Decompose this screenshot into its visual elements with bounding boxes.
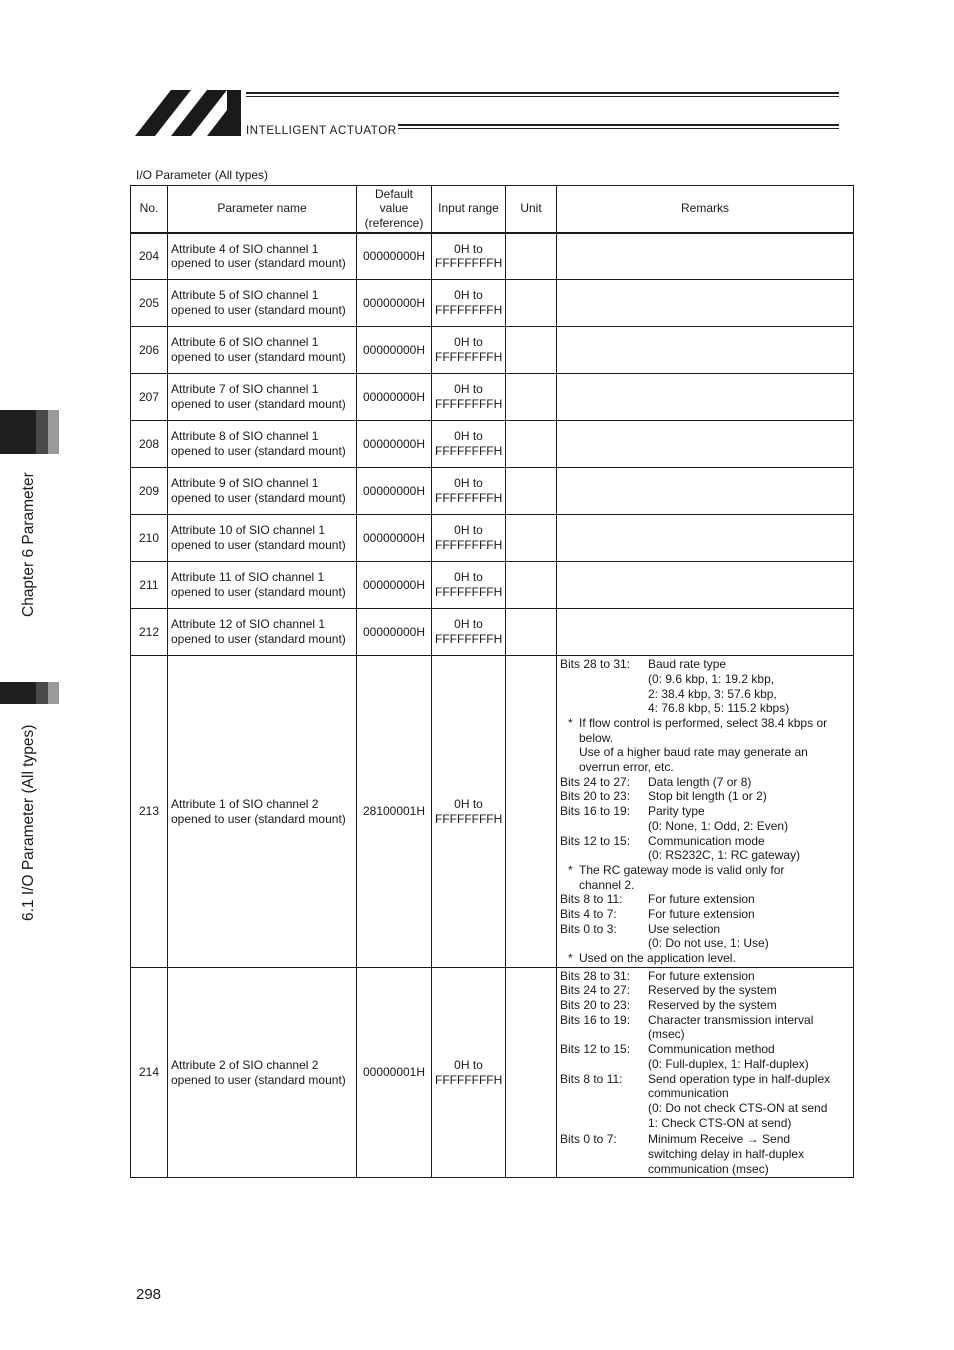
- table-row: [131, 609, 854, 656]
- table-row: [131, 468, 854, 515]
- io-parameter-table: [130, 185, 854, 1178]
- header-rule-top-2: [246, 96, 839, 97]
- cell-input-range: 0H to FFFFFFFFH: [432, 280, 506, 327]
- remark-line: [560, 998, 850, 1013]
- remark-note-text: Used on the application level.: [579, 951, 736, 966]
- cell-no: 207: [131, 374, 168, 421]
- cell-unit: [506, 327, 557, 374]
- cell-input-range: 0H to FFFFFFFFH: [432, 421, 506, 468]
- cell-remarks: [557, 280, 854, 327]
- remark-bits-text: Character transmission interval: [648, 1012, 814, 1027]
- remark-bits-label: Bits 20 to 23:: [560, 997, 631, 1012]
- remark-line: [560, 1101, 850, 1116]
- remark-bits-label: Bits 24 to 27:: [560, 774, 631, 789]
- cell-unit: [506, 421, 557, 468]
- cell-remarks: [557, 656, 854, 968]
- remark-continuation: 2: 38.4 kbp, 3: 57.6 kbp,: [648, 686, 777, 701]
- cell-no: 210: [131, 515, 168, 562]
- remark-line: [560, 1132, 850, 1147]
- cell-unit: [506, 968, 557, 1178]
- remark-bits-text: For future extension: [648, 892, 755, 907]
- chapter-tab-grey-1: [36, 410, 48, 454]
- header-rule-bottom-2: [398, 128, 839, 129]
- cell-default-value: 00000000H: [357, 327, 432, 374]
- col-header-parameter-name: Parameter name: [168, 186, 357, 233]
- remark-line: [560, 672, 850, 687]
- remark-bits-text: Stop bit length (1 or 2): [648, 789, 767, 804]
- remark-line: [560, 983, 850, 998]
- cell-default-value: 00000000H: [357, 233, 432, 280]
- remark-line: [560, 701, 850, 716]
- cell-input-range: 0H to FFFFFFFFH: [432, 609, 506, 656]
- remark-bits-label: Bits 16 to 19:: [560, 1012, 631, 1027]
- cell-remarks: [557, 968, 854, 1178]
- cell-input-range: 0H to FFFFFFFFH: [432, 374, 506, 421]
- cell-no: 205: [131, 280, 168, 327]
- remark-line: [560, 775, 850, 790]
- remark-bits-text: Reserved by the system: [648, 983, 777, 998]
- asterisk-icon: *: [568, 715, 573, 730]
- cell-default-value: 00000000H: [357, 374, 432, 421]
- cell-unit: [506, 656, 557, 968]
- cell-parameter-name: Attribute 7 of SIO channel 1 opened to user (standard mount): [168, 374, 357, 421]
- table-row: [131, 233, 854, 280]
- iai-logo-icon: [135, 90, 247, 136]
- col-header-remarks: Remarks: [557, 186, 854, 233]
- table-row: [131, 280, 854, 327]
- remark-line: [560, 1147, 850, 1162]
- cell-parameter-name: Attribute 4 of SIO channel 1 opened to user (standard mount): [168, 233, 357, 280]
- cell-unit: [506, 233, 557, 280]
- remark-bits-label: Bits 24 to 27:: [560, 983, 631, 998]
- remark-line: [560, 1027, 850, 1042]
- col-header-input-range: Input range: [432, 186, 506, 233]
- remark-line: [560, 969, 850, 984]
- chapter-tab-grey-2: [48, 410, 59, 454]
- remark-note: [560, 951, 850, 966]
- remark-line: [560, 1042, 850, 1057]
- cell-default-value: 00000000H: [357, 421, 432, 468]
- cell-input-range: 0H to FFFFFFFFH: [432, 562, 506, 609]
- remark-bits-text: Parity type: [648, 804, 705, 819]
- remark-continuation: switching delay in half-duplex: [648, 1147, 805, 1162]
- cell-input-range: 0H to FFFFFFFFH: [432, 515, 506, 562]
- remark-bits-label: Bits 16 to 19:: [560, 804, 631, 819]
- remark-continuation: (0: None, 1: Odd, 2: Even): [648, 818, 789, 833]
- col-header-no: No.: [131, 186, 168, 233]
- cell-parameter-name: Attribute 11 of SIO channel 1 opened to user (standard mount): [168, 562, 357, 609]
- cell-default-value: 00000001H: [357, 968, 432, 1178]
- cell-remarks: [557, 374, 854, 421]
- section-tab-marker: [0, 682, 36, 704]
- table-row: [131, 656, 854, 968]
- cell-parameter-name: Attribute 9 of SIO channel 1 opened to user (standard mount): [168, 468, 357, 515]
- cell-default-value: 00000000H: [357, 562, 432, 609]
- chapter-side-label: Chapter 6 Parameter: [20, 472, 37, 617]
- remark-bits-text: Data length (7 or 8): [648, 774, 752, 789]
- remark-note-continuation: Use of a higher baud rate may generate an: [579, 745, 808, 760]
- cell-remarks: [557, 233, 854, 280]
- header-rule-top-1: [246, 92, 839, 94]
- cell-parameter-name: Attribute 6 of SIO channel 1 opened to user (standard mount): [168, 327, 357, 374]
- asterisk-icon: *: [568, 951, 573, 966]
- remark-continuation: (0: Do not check CTS-ON at send: [648, 1100, 828, 1115]
- remark-note: [560, 863, 850, 878]
- section-tab-grey-2: [48, 682, 59, 704]
- remark-bits-label: Bits 8 to 11:: [560, 1071, 623, 1086]
- cell-default-value: 00000000H: [357, 468, 432, 515]
- remark-line: [560, 848, 850, 863]
- cell-parameter-name: Attribute 8 of SIO channel 1 opened to user (standard mount): [168, 421, 357, 468]
- cell-no: 204: [131, 233, 168, 280]
- chapter-tab-marker: [0, 410, 36, 454]
- cell-remarks: [557, 468, 854, 515]
- table-caption: I/O Parameter (All types): [136, 168, 269, 182]
- remark-line: [560, 892, 850, 907]
- remark-line: [560, 687, 850, 702]
- cell-parameter-name: Attribute 10 of SIO channel 1 opened to user (standard mount): [168, 515, 357, 562]
- table-row: [131, 327, 854, 374]
- section-tab-grey-1: [36, 682, 48, 704]
- brand-name: INTELLIGENT ACTUATOR: [246, 125, 397, 137]
- remark-line: [560, 1072, 850, 1087]
- remark-bits-text: For future extension: [648, 968, 755, 983]
- remark-note: [560, 716, 850, 731]
- cell-unit: [506, 515, 557, 562]
- cell-unit: [506, 374, 557, 421]
- remark-bits-label: Bits 8 to 11:: [560, 892, 623, 907]
- cell-remarks: [557, 421, 854, 468]
- remark-line: [560, 819, 850, 834]
- remark-bits-label: Bits 20 to 23:: [560, 789, 631, 804]
- remark-bits-text: Use selection: [648, 921, 721, 936]
- remark-note-continuation: overrun error, etc.: [579, 760, 674, 775]
- cell-no: 214: [131, 968, 168, 1178]
- remark-continuation: (0: Full-duplex, 1: Half-duplex): [648, 1056, 809, 1071]
- remark-bits-text: Communication mode: [648, 833, 765, 848]
- cell-no: 209: [131, 468, 168, 515]
- cell-input-range: 0H to FFFFFFFFH: [432, 968, 506, 1178]
- cell-unit: [506, 468, 557, 515]
- col-header-default-value: Default value (reference): [357, 186, 432, 233]
- section-side-label: 6.1 I/O Parameter (All types): [20, 724, 37, 921]
- asterisk-icon: *: [568, 862, 573, 877]
- remark-continuation: (0: 9.6 kbp, 1: 19.2 kbp,: [648, 671, 775, 686]
- remark-bits-label: Bits 0 to 3:: [560, 921, 617, 936]
- cell-default-value: 00000000H: [357, 609, 432, 656]
- cell-unit: [506, 562, 557, 609]
- cell-parameter-name: Attribute 12 of SIO channel 1 opened to user (standard mount): [168, 609, 357, 656]
- remark-continuation: communication (msec): [648, 1161, 769, 1176]
- remark-line: [560, 657, 850, 672]
- remark-continuation: (0: RS232C, 1: RC gateway): [648, 848, 801, 863]
- cell-default-value: 00000000H: [357, 515, 432, 562]
- remark-line: [560, 1162, 850, 1177]
- cell-input-range: 0H to FFFFFFFFH: [432, 656, 506, 968]
- cell-unit: [506, 280, 557, 327]
- remark-bits-text: Reserved by the system: [648, 997, 777, 1012]
- cell-default-value: 00000000H: [357, 280, 432, 327]
- cell-parameter-name: Attribute 5 of SIO channel 1 opened to user (standard mount): [168, 280, 357, 327]
- cell-parameter-name: Attribute 2 of SIO channel 2 opened to user (standard mount): [168, 968, 357, 1178]
- header-rule-bottom-1: [398, 124, 839, 126]
- cell-unit: [506, 609, 557, 656]
- remark-line: [560, 1116, 850, 1131]
- remark-continuation: 4: 76.8 kbp, 5: 115.2 kbps): [648, 701, 790, 716]
- cell-input-range: 0H to FFFFFFFFH: [432, 468, 506, 515]
- table-row: [131, 421, 854, 468]
- cell-remarks: [557, 515, 854, 562]
- cell-no: 213: [131, 656, 168, 968]
- remark-bits-text: For future extension: [648, 907, 755, 922]
- remark-line: [560, 1057, 850, 1072]
- remark-note-continuation: below.: [579, 730, 614, 745]
- cell-default-value: 28100001H: [357, 656, 432, 968]
- page-number: 298: [136, 1286, 162, 1303]
- cell-remarks: [557, 327, 854, 374]
- remark-line: [560, 907, 850, 922]
- cell-remarks: [557, 609, 854, 656]
- cell-no: 206: [131, 327, 168, 374]
- remark-continuation: (msec): [648, 1027, 685, 1042]
- table-row: [131, 374, 854, 421]
- cell-remarks: [557, 562, 854, 609]
- remark-bits-text: Baud rate type: [648, 657, 727, 672]
- remark-continuation: communication: [648, 1086, 729, 1101]
- remark-bits-label: Bits 28 to 31:: [560, 657, 631, 672]
- remark-line: [560, 834, 850, 849]
- remark-line: [560, 804, 850, 819]
- remark-bits-label: Bits 12 to 15:: [560, 833, 631, 848]
- table-header-row: [131, 186, 854, 233]
- remark-bits-text: Send operation type in half-duplex: [648, 1071, 831, 1086]
- remark-continuation: 1: Check CTS-ON at send): [648, 1115, 792, 1130]
- table-row: [131, 968, 854, 1178]
- cell-input-range: 0H to FFFFFFFFH: [432, 327, 506, 374]
- remark-bits-label: Bits 0 to 7:: [560, 1132, 617, 1147]
- table-row: [131, 562, 854, 609]
- col-header-unit: Unit: [506, 186, 557, 233]
- remark-bits-label: Bits 12 to 15:: [560, 1042, 631, 1057]
- remark-note-text: The RC gateway mode is valid only for: [579, 862, 785, 877]
- cell-no: 211: [131, 562, 168, 609]
- remark-bits-label: Bits 4 to 7:: [560, 907, 617, 922]
- remark-bits-label: Bits 28 to 31:: [560, 968, 631, 983]
- remark-continuation: (0: Do not use, 1: Use): [648, 936, 769, 951]
- cell-no: 212: [131, 609, 168, 656]
- table-row: [131, 515, 854, 562]
- remark-note-text: If flow control is performed, select 38.4 kbps or: [579, 715, 828, 730]
- cell-parameter-name: Attribute 1 of SIO channel 2 opened to user (standard mount): [168, 656, 357, 968]
- remark-line: [560, 936, 850, 951]
- remark-note-continuation: channel 2.: [579, 877, 635, 892]
- remark-bits-text: Communication method: [648, 1042, 775, 1057]
- remark-bits-text: Minimum Receive → Send: [648, 1132, 791, 1147]
- cell-no: 208: [131, 421, 168, 468]
- cell-input-range: 0H to FFFFFFFFH: [432, 233, 506, 280]
- remark-line: [560, 789, 850, 804]
- remark-line: [560, 922, 850, 937]
- remark-line: [560, 1086, 850, 1101]
- remark-line: [560, 1013, 850, 1028]
